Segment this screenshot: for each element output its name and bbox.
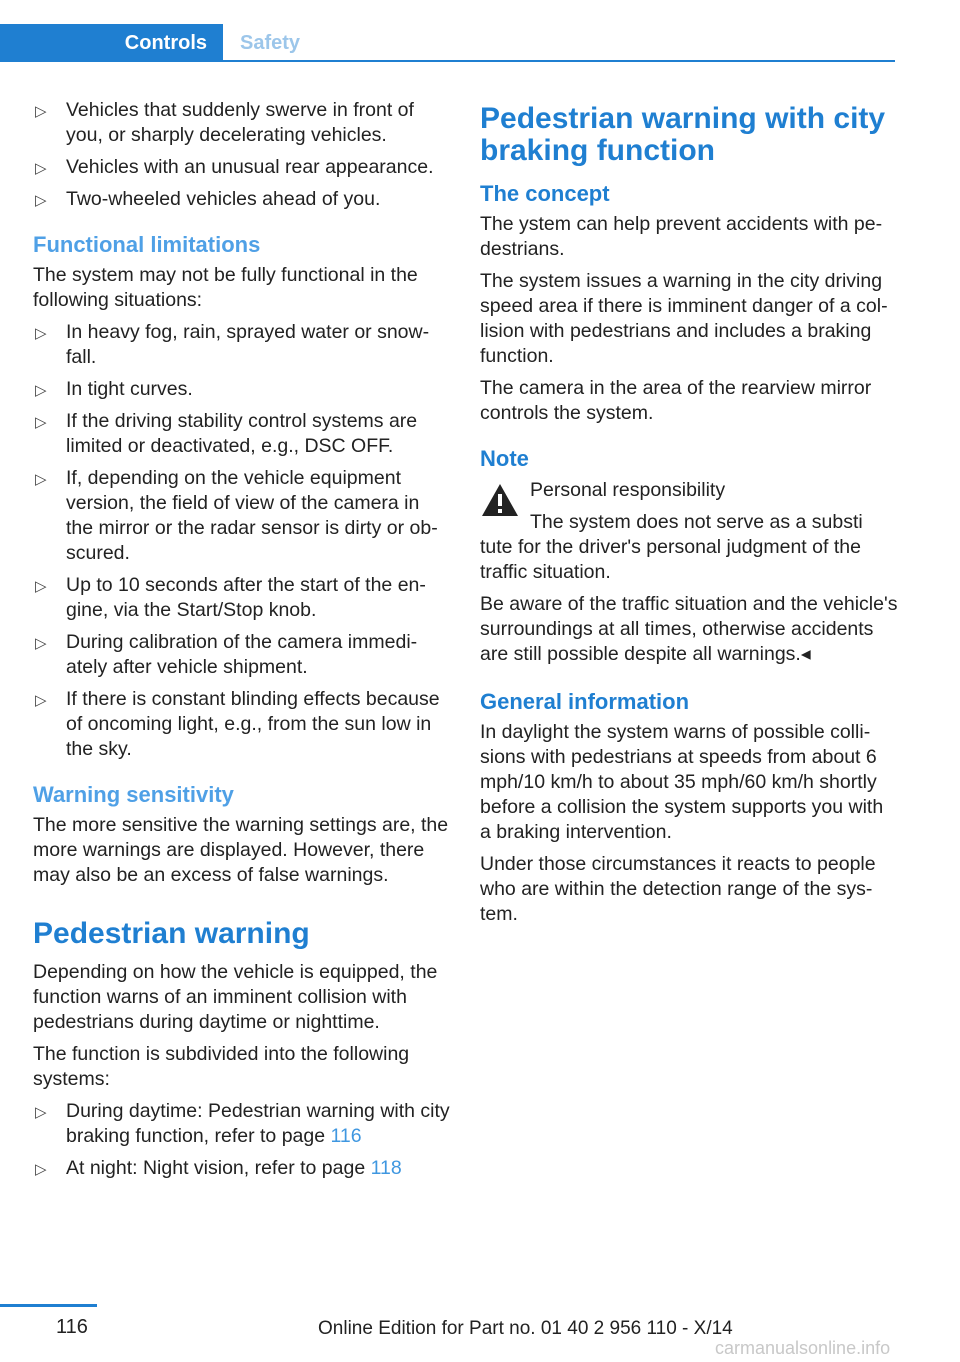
list-item — [33, 630, 451, 680]
list-item-text: Two-wheeled vehicles ahead of you. — [66, 188, 381, 210]
note-text-indent: The system does not serve as a substi — [530, 511, 863, 533]
tab-controls[interactable]: Controls — [0, 24, 223, 62]
triangle-bullet-icon: ▷ — [35, 382, 47, 399]
note-title: Personal responsibility — [530, 479, 726, 501]
list-item-text: Vehicles that suddenly swerve in front of you, or sharply decelerating vehicles. — [66, 99, 414, 146]
general-p1: In daylight the system warns of possible collisions with pedestrians at speeds from about 6 mph/10 km/h to about 35 mph/60 km/h shortly before a collision the system supports you with a braking intervention. — [480, 721, 884, 843]
list-item-text: Up to 10 seconds after the start of the engine, via the Start/Stop knob. — [66, 574, 426, 621]
warning-sensitivity-heading: Warning sensitivity — [33, 782, 234, 807]
concept-heading: The concept — [480, 181, 610, 206]
functional-limitations-intro: The system may not be fully functional in the following situations: — [33, 264, 418, 311]
triangle-bullet-icon: ▷ — [35, 578, 47, 595]
general-p2: Under those circumstances it reacts to people who are within the detection range of the system. — [480, 853, 876, 925]
triangle-bullet-icon: ▷ — [35, 1104, 47, 1121]
list-item — [33, 377, 451, 402]
triangle-bullet-icon: ▷ — [35, 1161, 47, 1178]
triangle-bullet-icon: ▷ — [35, 103, 47, 120]
warning-triangle-icon — [480, 482, 520, 518]
list-item — [33, 409, 451, 459]
limitation-list-top — [33, 98, 451, 212]
note-p2: Be aware of the traffic situation and the vehicle's surroundings at all times, otherwise accidents are still possible despite all warnings.◂ — [480, 593, 898, 665]
pedestrian-warning-p1: Depending on how the vehicle is equipped, the function warns of an imminent collision with pedestrians during daytime or nighttime. — [33, 961, 438, 1033]
list-item-text: During calibration of the camera immediately after vehicle shipment. — [66, 631, 418, 678]
left-column — [33, 98, 451, 1188]
list-item — [33, 98, 451, 148]
list-item-text: In heavy fog, rain, sprayed water or snowfall. — [66, 321, 430, 368]
triangle-bullet-icon: ▷ — [35, 325, 47, 342]
triangle-bullet-icon: ▷ — [35, 471, 47, 488]
triangle-bullet-icon: ▷ — [35, 192, 47, 209]
functional-limitations-heading: Functional limitations — [33, 232, 261, 257]
pedestrian-systems-list — [33, 1099, 451, 1181]
list-item-text: During daytime: Pedestrian warning with city braking function, refer to page — [66, 1100, 450, 1147]
tab-safety[interactable]: Safety — [240, 31, 301, 54]
list-item-text: If there is constant blinding effects because of oncoming light, e.g., from the sun low in the sky. — [66, 688, 440, 760]
pedestrian-warning-p2: The function is subdivided into the following systems: — [33, 1043, 410, 1090]
note-text-rest: tute for the driver's personal judgment of the traffic situation. — [480, 536, 861, 583]
warning-sensitivity-text: The more sensitive the warning settings are, the more warnings are displayed. However, there may also be an excess of false warnings. — [33, 814, 449, 886]
list-item — [33, 320, 451, 370]
list-item-text: If, depending on the vehicle equipment version, the field of view of the camera in the mirror or the radar sensor is dirty or obscured. — [66, 467, 438, 564]
note-block — [480, 478, 898, 667]
triangle-bullet-icon: ▷ — [35, 414, 47, 431]
watermark: carmanualsonline.info — [715, 1338, 891, 1358]
list-item — [33, 1099, 451, 1149]
list-item — [33, 687, 451, 762]
list-item-text: Vehicles with an unusual rear appearance. — [66, 156, 434, 178]
page-number: 116 — [56, 1316, 88, 1338]
city-braking-heading: Pedestrian warning with city braking function — [480, 102, 886, 167]
list-item — [33, 573, 451, 623]
list-item-text: If the driving stability control systems are limited or deactivated, e.g., DSC OFF. — [66, 410, 418, 457]
list-item-text: At night: Night vision, refer to page — [66, 1157, 371, 1179]
footer-rule — [0, 1304, 97, 1307]
triangle-bullet-icon: ▷ — [35, 160, 47, 177]
triangle-bullet-icon: ▷ — [35, 635, 47, 652]
functional-limitations-list — [33, 320, 451, 762]
tab-underline — [223, 60, 895, 62]
page-link-116[interactable]: 116 — [330, 1125, 362, 1147]
concept-p2: The system issues a warning in the city driving speed area if there is imminent danger of a collision with pedestrians and includes a braking function. — [480, 270, 888, 367]
list-item-text: In tight curves. — [66, 378, 193, 400]
triangle-bullet-icon: ▷ — [35, 692, 47, 709]
note-heading: Note — [480, 446, 529, 471]
list-item — [33, 1156, 451, 1181]
concept-p3: The camera in the area of the rearview mirror controls the system. — [480, 377, 872, 424]
concept-p1: The ystem can help prevent accidents with pedestrians. — [480, 213, 883, 260]
edition-line: Online Edition for Part no. 01 40 2 956 110 - X/14 — [318, 1318, 733, 1339]
section-tabbar — [0, 0, 895, 63]
list-item — [33, 466, 451, 566]
list-item — [33, 187, 451, 212]
general-information-heading: General information — [480, 689, 690, 714]
list-item — [33, 155, 451, 180]
pedestrian-warning-heading: Pedestrian warning — [33, 917, 310, 950]
page-link-118[interactable]: 118 — [370, 1157, 402, 1179]
right-column — [480, 103, 898, 934]
